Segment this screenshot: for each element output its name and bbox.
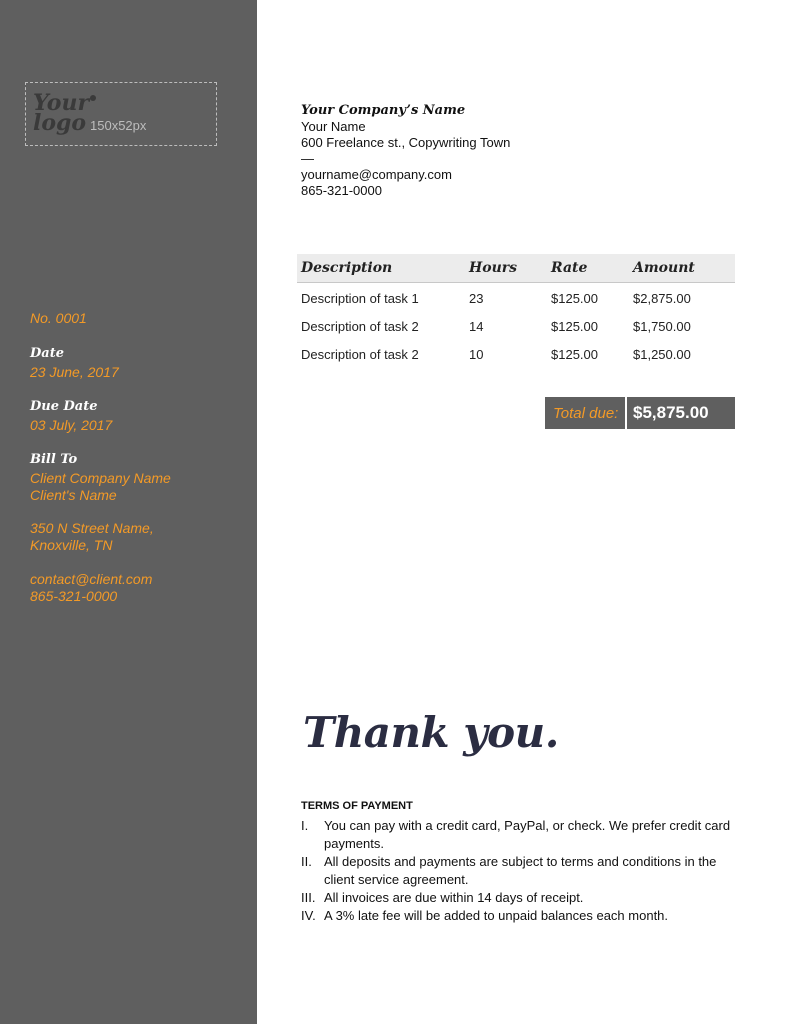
term-number: IV.	[301, 908, 316, 923]
cell-amount: $1,750.00	[633, 319, 691, 334]
table-row	[297, 283, 735, 311]
invoice-number: No. 0001	[30, 310, 87, 326]
registered-mark-icon	[90, 95, 96, 101]
client-email[interactable]: contact@client.com	[30, 571, 153, 587]
term-number: III.	[301, 890, 316, 905]
company-name: Your Company’s Name	[301, 103, 466, 118]
company-person: Your Name	[301, 119, 366, 134]
logo-text-line1: Your	[33, 90, 90, 116]
terms-title: TERMS OF PAYMENT	[301, 800, 413, 812]
company-separator: —	[301, 151, 314, 166]
company-address: 600 Freelance st., Copywriting Town	[301, 135, 511, 150]
company-phone: 865-321-0000	[301, 183, 382, 198]
list-item	[301, 853, 741, 889]
cell-hours: 14	[469, 319, 484, 334]
cell-amount: $1,250.00	[633, 347, 691, 362]
cell-description: Description of task 2	[301, 319, 419, 334]
client-name: Client's Name	[30, 487, 117, 503]
term-number: II.	[301, 854, 312, 869]
cell-rate: $125.00	[551, 347, 598, 362]
terms-list	[301, 817, 741, 925]
total-divider	[625, 397, 627, 429]
bill-to-label: Bill To	[30, 452, 78, 467]
list-item	[301, 907, 741, 925]
term-text: All deposits and payments are subject to terms and conditions in the client service agreement.	[324, 854, 717, 887]
logo-placeholder	[25, 82, 217, 146]
term-text: A 3% late fee will be added to unpaid balances each month.	[324, 908, 669, 923]
due-date-label: Due Date	[30, 399, 98, 414]
date-label: Date	[30, 346, 64, 361]
term-text: You can pay with a credit card, PayPal, or check. We prefer credit card payments.	[324, 818, 731, 851]
list-item	[301, 889, 741, 907]
company-info	[301, 103, 510, 199]
company-email[interactable]: yourname@company.com	[301, 167, 452, 182]
cell-description: Description of task 1	[301, 291, 419, 306]
total-due-box	[545, 397, 735, 429]
client-phone: 865-321-0000	[30, 588, 118, 604]
header-hours: Hours	[469, 260, 518, 276]
logo-text-line2: logo	[33, 110, 87, 136]
cell-hours: 10	[469, 347, 484, 362]
client-address-line1: 350 N Street Name,	[30, 520, 154, 536]
client-address-line2: Knoxville, TN	[30, 537, 113, 553]
term-number: I.	[301, 818, 309, 833]
table-row	[297, 339, 735, 367]
cell-rate: $125.00	[551, 291, 598, 306]
line-items-table	[297, 254, 735, 367]
logo-size-hint: 150x52px	[90, 118, 147, 133]
header-amount: Amount	[633, 260, 695, 276]
total-due-label: Total due:	[553, 405, 619, 422]
thank-you-heading: Thank you.	[303, 708, 559, 757]
table-header	[297, 254, 735, 283]
client-company: Client Company Name	[30, 470, 171, 486]
cell-amount: $2,875.00	[633, 291, 691, 306]
invoice-date: 23 June, 2017	[30, 364, 119, 380]
term-text: All invoices are due within 14 days of receipt.	[324, 890, 584, 905]
cell-hours: 23	[469, 291, 484, 306]
due-date: 03 July, 2017	[30, 417, 113, 433]
total-due-value: $5,875.00	[633, 403, 709, 422]
sidebar	[0, 0, 257, 1024]
cell-description: Description of task 2	[301, 347, 419, 362]
list-item	[301, 817, 741, 853]
header-rate: Rate	[551, 260, 588, 276]
table-row	[297, 311, 735, 339]
header-description: Description	[301, 260, 393, 276]
cell-rate: $125.00	[551, 319, 598, 334]
